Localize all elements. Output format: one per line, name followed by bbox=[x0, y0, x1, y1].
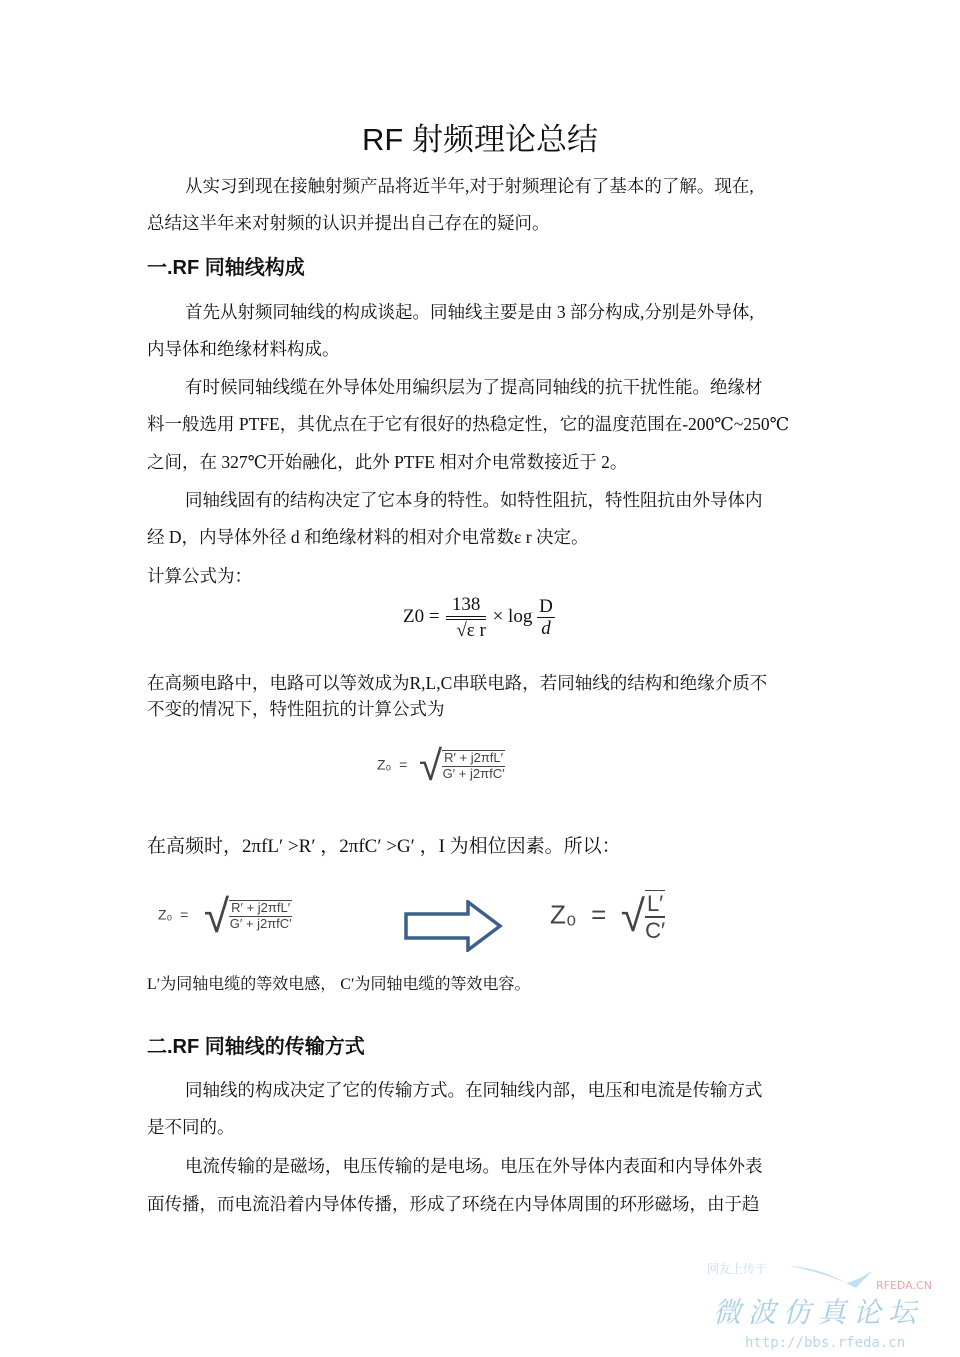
formula-lhs: Z₀ bbox=[377, 756, 392, 773]
formula-denominator: G′ + j2πfC′ bbox=[442, 766, 505, 781]
fraction-denominator: d bbox=[541, 618, 551, 640]
watermark-url: http://bbs.rfeda.cn bbox=[745, 1335, 906, 1351]
equals-sign: = bbox=[591, 899, 607, 930]
formula-numerator: 138 bbox=[446, 594, 486, 617]
paragraph-line: 内导体和绝缘材料构成。 bbox=[147, 339, 340, 359]
formula-z0-general: Z₀ = √ $\frac{\text{R′ + j2πfL′}}{\text{G′ + j2πfC′}}$ bbox=[377, 742, 505, 789]
paragraph-line: 同轴线的构成决定了它的传输方式。在同轴线内部，电压和电流是传输方式 bbox=[185, 1080, 763, 1100]
formula-denominator: √ε r bbox=[446, 619, 486, 642]
formula-z0-general-2: Z₀ = √ $\frac{\text{R′ + j2πfL′}}{\text{G′ + j2πfC′}}$ bbox=[158, 890, 292, 942]
paragraph-line: 在高频时，2πfL′ >R′ ，2πfC′ >G′ ，I 为相位因素。所以： bbox=[147, 836, 621, 857]
paragraph-line: 首先从射频同轴线的构成谈起。同轴线主要是由 3 部分构成,分别是外导体, bbox=[185, 302, 754, 322]
watermark-name: 微波仿真论坛 bbox=[713, 1296, 924, 1329]
paragraph-line: 有时候同轴线缆在外导体处用编织层为了提高同轴线的抗干扰性能。绝缘材 bbox=[185, 377, 763, 397]
paragraph-line: 料一般选用 PTFE，其优点在于它有很好的热稳定性，它的温度范围在-200℃~250℃ bbox=[147, 414, 790, 434]
watermark-brand: RFEDA.CN bbox=[876, 1279, 932, 1292]
formula-z0-simplified: Z₀ = √ $\frac{L'}{C'}$ bbox=[550, 891, 666, 944]
formula-denominator: C′ bbox=[645, 918, 666, 944]
times-sign: × bbox=[492, 606, 504, 628]
paragraph-line: 是不同的。 bbox=[147, 1117, 235, 1137]
formula-numerator: R′ + j2πfL′ bbox=[444, 750, 504, 766]
section-heading-1: 一.RF 同轴线构成 bbox=[147, 257, 305, 279]
paragraph-line: 之间，在 327℃开始融化，此外 PTFE 相对介电常数接近于 2。 bbox=[147, 452, 628, 472]
equals-sign: = bbox=[399, 756, 408, 773]
formula-lhs: Z₀ bbox=[550, 899, 577, 930]
formula-numerator: R′ + j2πfL′ bbox=[231, 900, 291, 916]
page-title: RF 射频理论总结 bbox=[362, 122, 598, 157]
paragraph-line: 面传播，而电流沿着内导体传播，形成了环绕在内导体周围的环形磁场，由于趋 bbox=[147, 1194, 760, 1214]
formula-z0-log bbox=[403, 594, 555, 642]
paragraph-line: 经 D，内导体外径 d 和绝缘材料的相对介电常数ε r 决定。 bbox=[147, 527, 589, 547]
paragraph-line: 计算公式为： bbox=[147, 566, 252, 586]
log-text: log bbox=[508, 606, 533, 628]
section-heading-2: 二.RF 同轴线的传输方式 bbox=[147, 1036, 365, 1058]
paragraph-line: 电流传输的是磁场，电压传输的是电场。电压在外导体内表面和内导体外表 bbox=[185, 1156, 763, 1176]
paragraph-line: 在高频电路中，电路可以等效成为R,L,C串联电路，若同轴线的结构和绝缘介质不 bbox=[147, 673, 768, 693]
formula-denominator: G′ + j2πfC′ bbox=[229, 916, 292, 931]
paragraph-line: 同轴线固有的结构决定了它本身的特性。如特性阻抗，特性阻抗由外导体内 bbox=[185, 490, 763, 510]
formula-numerator: L′ bbox=[645, 891, 665, 918]
watermark-top-text: 网友上传于 bbox=[707, 1262, 768, 1276]
paragraph-line: L′为同轴电缆的等效电感， C′为同轴电缆的等效电容。 bbox=[147, 976, 531, 993]
formula-lhs: Z0 = bbox=[403, 606, 440, 628]
intro-line: 总结这半年来对射频的认识并提出自己存在的疑问。 bbox=[147, 213, 550, 233]
wing-icon bbox=[790, 1264, 874, 1292]
paragraph-line: 不变的情况下，特性阻抗的计算公式为 bbox=[147, 699, 445, 719]
fraction-numerator: D bbox=[539, 595, 553, 617]
right-arrow-icon bbox=[404, 900, 504, 952]
equals-sign: = bbox=[180, 906, 189, 923]
intro-line: 从实习到现在接触射频产品将近半年,对于射频理论有了基本的了解。现在, bbox=[185, 176, 754, 196]
formula-lhs: Z₀ bbox=[158, 906, 173, 923]
